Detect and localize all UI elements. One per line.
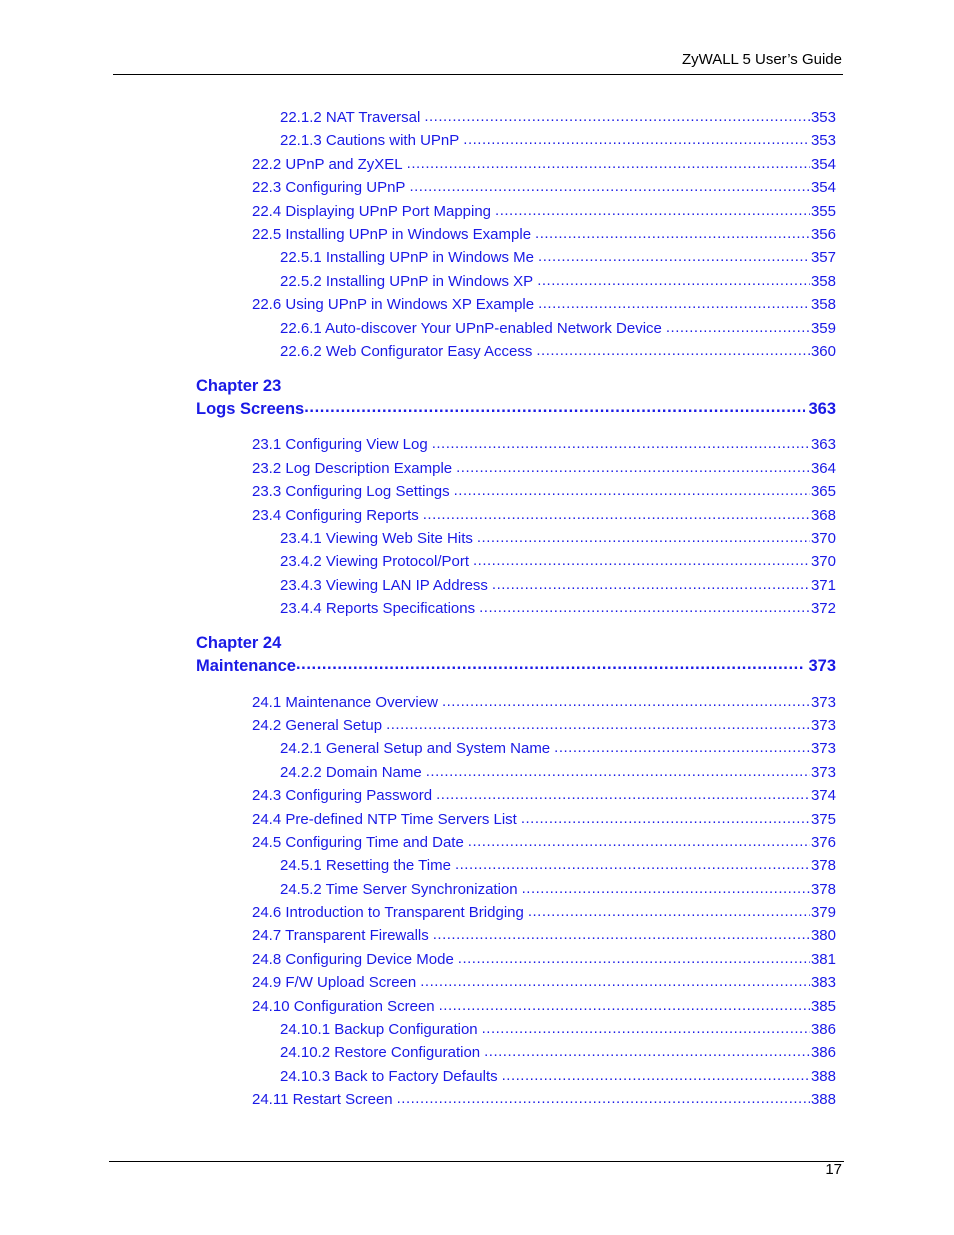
leader-dots bbox=[473, 551, 810, 566]
leader-dots bbox=[537, 271, 810, 286]
leader-dots bbox=[420, 972, 810, 987]
leader-dots bbox=[424, 107, 810, 122]
page-number: 17 bbox=[825, 1161, 842, 1178]
toc-entry[interactable]: 24.6 Introduction to Transparent Bridging ..... 379 bbox=[252, 902, 836, 922]
toc-entry[interactable]: 24.10.3 Back to Factory Defaults ..... 388 bbox=[280, 1066, 836, 1086]
toc-entry[interactable]: 22.5.1 Installing UPnP in Windows Me ..... 357 bbox=[280, 247, 836, 267]
chapter-label: Chapter 23 bbox=[196, 377, 282, 395]
leader-dots bbox=[666, 318, 810, 333]
leader-dots bbox=[463, 130, 810, 145]
leader-dots bbox=[455, 855, 810, 870]
toc-entry[interactable]: 22.4 Displaying UPnP Port Mapping ..... 355 bbox=[252, 201, 836, 221]
toc-entry[interactable]: 24.7 Transparent Firewalls ..... 380 bbox=[252, 925, 836, 945]
toc-entry[interactable]: 22.2 UPnP and ZyXEL ..... 354 bbox=[252, 154, 836, 174]
toc-entry[interactable]: 24.10.2 Restore Configuration ..... 386 bbox=[280, 1042, 836, 1062]
leader-dots bbox=[484, 1042, 810, 1057]
leader-dots bbox=[535, 224, 810, 239]
toc-entry[interactable]: 24.1 Maintenance Overview ..... 373 bbox=[252, 692, 836, 712]
leader-dots bbox=[468, 832, 810, 847]
leader-dots bbox=[521, 809, 810, 824]
toc-entry[interactable]: 24.4 Pre-defined NTP Time Servers List ..... 375 bbox=[252, 809, 836, 829]
toc-entry[interactable]: 23.4.4 Reports Specifications ..... 372 bbox=[280, 598, 836, 618]
leader-dots bbox=[538, 247, 810, 262]
leader-dots bbox=[296, 654, 806, 671]
leader-dots bbox=[386, 715, 810, 730]
leader-dots bbox=[482, 1019, 810, 1034]
leader-dots bbox=[495, 201, 810, 216]
leader-dots bbox=[397, 1089, 810, 1104]
leader-dots bbox=[479, 598, 810, 613]
leader-dots bbox=[538, 294, 810, 309]
document-title: ZyWALL 5 User’s Guide bbox=[681, 51, 842, 68]
leader-dots bbox=[477, 528, 810, 543]
leader-dots bbox=[536, 341, 810, 356]
toc-entry[interactable]: 24.10.1 Backup Configuration ..... 386 bbox=[280, 1019, 836, 1039]
leader-dots bbox=[554, 738, 810, 753]
footer-divider bbox=[109, 1161, 844, 1162]
chapter-title-entry[interactable]: Logs Screens ..... 363 bbox=[196, 397, 836, 419]
chapter-title-entry[interactable]: Maintenance ..... 373 bbox=[196, 654, 836, 676]
toc-entry[interactable]: 22.1.3 Cautions with UPnP ..... 353 bbox=[280, 130, 836, 150]
leader-dots bbox=[492, 575, 810, 590]
toc-entry[interactable]: 24.2 General Setup ..... 373 bbox=[252, 715, 836, 735]
toc-entry[interactable]: 23.1 Configuring View Log ..... 363 bbox=[252, 434, 836, 454]
leader-dots bbox=[528, 902, 810, 917]
toc-entry[interactable]: 22.1.2 NAT Traversal ..... 353 bbox=[280, 107, 836, 127]
toc-entry[interactable]: 22.6.2 Web Configurator Easy Access ..... 360 bbox=[280, 341, 836, 361]
leader-dots bbox=[458, 949, 810, 964]
leader-dots bbox=[407, 154, 810, 169]
toc-entry[interactable]: 22.6.1 Auto-discover Your UPnP-enabled Network Device ..... 359 bbox=[280, 318, 836, 338]
leader-dots bbox=[522, 879, 810, 894]
leader-dots bbox=[436, 785, 810, 800]
toc-entry[interactable]: 24.5 Configuring Time and Date ..... 376 bbox=[252, 832, 836, 852]
toc-entry[interactable]: 23.2 Log Description Example ..... 364 bbox=[252, 458, 836, 478]
toc-entry[interactable]: 23.4 Configuring Reports ..... 368 bbox=[252, 505, 836, 525]
leader-dots bbox=[456, 458, 810, 473]
toc-entry[interactable]: 24.10 Configuration Screen ..... 385 bbox=[252, 996, 836, 1016]
leader-dots bbox=[409, 177, 810, 192]
toc-entry[interactable]: 22.5.2 Installing UPnP in Windows XP ..... 358 bbox=[280, 271, 836, 291]
toc-entry[interactable]: 23.4.2 Viewing Protocol/Port ..... 370 bbox=[280, 551, 836, 571]
leader-dots bbox=[423, 505, 810, 520]
leader-dots bbox=[502, 1066, 810, 1081]
toc-entry[interactable]: 24.11 Restart Screen ..... 388 bbox=[252, 1089, 836, 1109]
leader-dots bbox=[432, 434, 810, 449]
toc-entry[interactable]: 22.5 Installing UPnP in Windows Example ..... 356 bbox=[252, 224, 836, 244]
header-divider bbox=[113, 74, 843, 75]
toc-entry[interactable]: 22.6 Using UPnP in Windows XP Example ..... 358 bbox=[252, 294, 836, 314]
leader-dots bbox=[433, 925, 810, 940]
chapter-label: Chapter 24 bbox=[196, 634, 282, 652]
toc-entry[interactable]: 24.2.2 Domain Name ..... 373 bbox=[280, 762, 836, 782]
toc-entry[interactable]: 22.3 Configuring UPnP ..... 354 bbox=[252, 177, 836, 197]
toc-entry[interactable]: 23.3 Configuring Log Settings ..... 365 bbox=[252, 481, 836, 501]
toc-entry[interactable]: 24.5.1 Resetting the Time ..... 378 bbox=[280, 855, 836, 875]
toc-entry[interactable]: 24.9 F/W Upload Screen ..... 383 bbox=[252, 972, 836, 992]
toc-entry[interactable]: 24.3 Configuring Password ..... 374 bbox=[252, 785, 836, 805]
toc-entry[interactable]: 24.8 Configuring Device Mode ..... 381 bbox=[252, 949, 836, 969]
leader-dots bbox=[426, 762, 810, 777]
toc-entry[interactable]: 24.5.2 Time Server Synchronization ..... 378 bbox=[280, 879, 836, 899]
leader-dots bbox=[454, 481, 810, 496]
leader-dots bbox=[439, 996, 810, 1011]
toc-entry[interactable]: 24.2.1 General Setup and System Name ..... 373 bbox=[280, 738, 836, 758]
toc-entry[interactable]: 23.4.1 Viewing Web Site Hits ..... 370 bbox=[280, 528, 836, 548]
toc-entry[interactable]: 23.4.3 Viewing LAN IP Address ..... 371 bbox=[280, 575, 836, 595]
leader-dots bbox=[304, 397, 805, 414]
leader-dots bbox=[442, 692, 810, 707]
